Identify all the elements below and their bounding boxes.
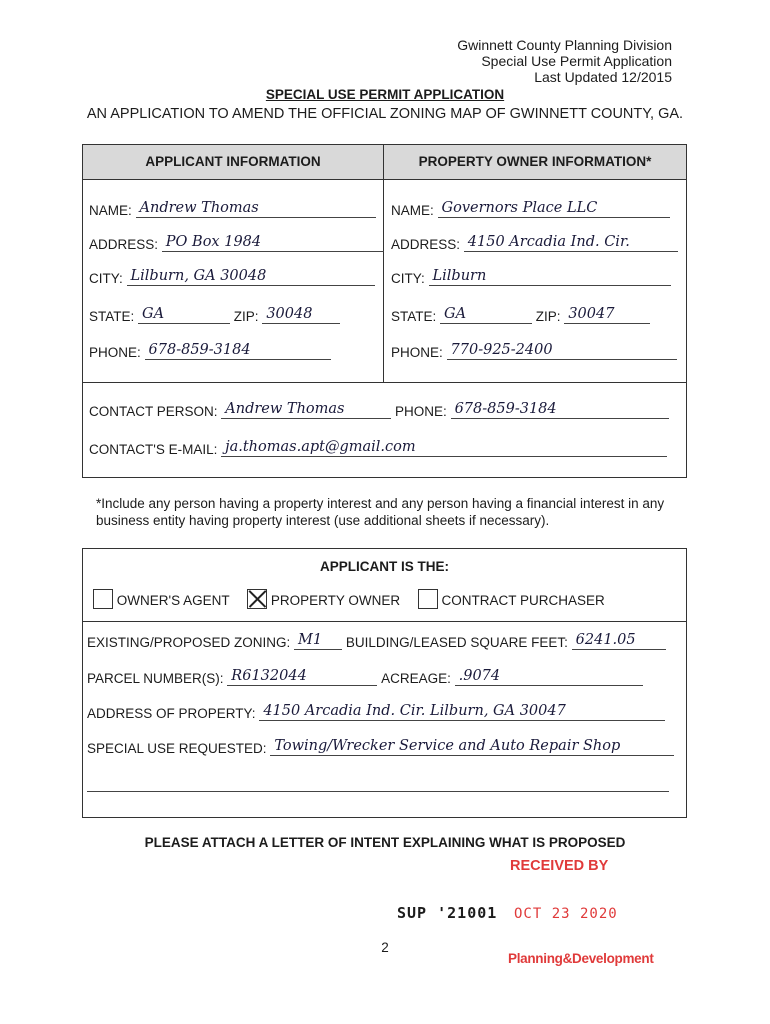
owner-heading-bar: [384, 145, 686, 180]
applicant-phone-row: PHONE: 678-859-3184: [89, 343, 331, 360]
contact-person-field[interactable]: Andrew Thomas: [221, 402, 391, 419]
page-subtitle: AN APPLICATION TO AMEND THE OFFICIAL ZONING MAP OF GWINNETT COUNTY, GA.: [86, 106, 684, 122]
applicant-phone-field[interactable]: 678-859-3184: [145, 343, 331, 360]
applicant-type-section: [82, 548, 687, 818]
property-address-field[interactable]: 4150 Arcadia Ind. Cir. Lilburn, GA 30047: [259, 704, 665, 721]
owner-name-field[interactable]: Governors Place LLC: [438, 201, 670, 218]
owner-state-field[interactable]: GA: [440, 307, 532, 324]
department-stamp: Planning&Development: [508, 951, 654, 966]
owners-agent-label: OWNER'S AGENT: [116, 593, 230, 608]
special-use-field[interactable]: Towing/Wrecker Service and Auto Repair Shop: [270, 739, 674, 756]
special-use-extra-line[interactable]: [87, 791, 669, 792]
parcel-number-field[interactable]: R6132044: [227, 669, 377, 686]
zoning-field[interactable]: M1: [294, 633, 342, 650]
owner-phone-row: PHONE: 770-925-2400: [391, 343, 677, 360]
applicant-zip-field[interactable]: 30048: [262, 307, 340, 324]
owner-name-row: NAME: Governors Place LLC: [391, 201, 670, 218]
document-header: [457, 37, 672, 85]
contract-purchaser-label: CONTRACT PURCHASER: [441, 593, 605, 608]
information-section: [82, 144, 687, 478]
applicant-address-row: ADDRESS: PO Box 1984: [89, 235, 384, 252]
owner-zip-field[interactable]: 30047: [564, 307, 650, 324]
acreage-field[interactable]: .9074: [455, 669, 643, 686]
contact-email-field[interactable]: ja.thomas.apt@gmail.com: [221, 440, 667, 457]
owners-agent-checkbox[interactable]: [93, 589, 113, 609]
applicant-type-divider: [83, 621, 686, 622]
applicant-city-row: CITY: Lilburn, GA 30048: [89, 269, 375, 286]
owner-address-field[interactable]: 4150 Arcadia Ind. Cir.: [464, 235, 678, 252]
applicant-city-field[interactable]: Lilburn, GA 30048: [127, 269, 375, 286]
special-use-row: SPECIAL USE REQUESTED: Towing/Wrecker Service and Auto Repair Shop: [87, 739, 674, 756]
contact-email-row: CONTACT'S E-MAIL: ja.thomas.apt@gmail.com: [89, 440, 667, 457]
applicant-name-field[interactable]: Andrew Thomas: [136, 201, 376, 218]
applicant-state-field[interactable]: GA: [138, 307, 230, 324]
letter-of-intent-note: PLEASE ATTACH A LETTER OF INTENT EXPLAINING WHAT IS PROPOSED: [144, 835, 626, 850]
property-interest-note: *Include any person having a property interest and any person having a financial interest in any business entity having property interest (use additional sheets if necessary).: [96, 496, 665, 528]
applicant-state-zip-row: STATE: GA ZIP: 30048: [89, 307, 340, 324]
zoning-row: EXISTING/PROPOSED ZONING: M1 BUILDING/LEASED SQUARE FEET: 6241.05: [87, 633, 666, 650]
applicant-address-field[interactable]: PO Box 1984: [162, 235, 384, 252]
applicant-type-options: [93, 589, 605, 609]
section-divider: [83, 382, 686, 383]
property-owner-label: PROPERTY OWNER: [270, 593, 401, 608]
contact-person-row: CONTACT PERSON: Andrew Thomas PHONE: 678-859-3184: [89, 402, 669, 419]
owner-city-row: CITY: Lilburn: [391, 269, 671, 286]
contract-purchaser-checkbox[interactable]: [418, 589, 438, 609]
applicant-heading-bar: [83, 145, 383, 180]
parcel-row: PARCEL NUMBER(S): R6132044 ACREAGE: .9074: [87, 669, 643, 686]
applicant-type-heading: APPLICANT IS THE:: [319, 559, 449, 574]
owner-heading: PROPERTY OWNER INFORMATION*: [418, 154, 652, 169]
owner-phone-field[interactable]: 770-925-2400: [447, 343, 677, 360]
page-number: 2: [381, 940, 389, 955]
property-address-row: ADDRESS OF PROPERTY: 4150 Arcadia Ind. Cir. Lilburn, GA 30047: [87, 704, 665, 721]
header-last-updated: Last Updated 12/2015: [534, 69, 672, 85]
header-form-name: Special Use Permit Application: [481, 53, 672, 69]
applicant-heading: APPLICANT INFORMATION: [145, 154, 321, 169]
received-by-stamp: RECEIVED BY: [510, 858, 609, 874]
owner-address-row: ADDRESS: 4150 Arcadia Ind. Cir.: [391, 235, 678, 252]
received-date-stamp: OCT 23 2020: [514, 906, 618, 922]
header-division: Gwinnett County Planning Division: [457, 37, 672, 53]
owner-city-field[interactable]: Lilburn: [429, 269, 671, 286]
page-title: SPECIAL USE PERMIT APPLICATION: [265, 87, 505, 102]
contact-phone-field[interactable]: 678-859-3184: [451, 402, 669, 419]
case-number-stamp: SUP '21001: [397, 904, 498, 922]
square-feet-field[interactable]: 6241.05: [572, 633, 666, 650]
property-owner-checkbox[interactable]: [247, 589, 267, 609]
column-divider: [383, 145, 384, 382]
applicant-name-row: NAME: Andrew Thomas: [89, 201, 376, 218]
owner-state-zip-row: STATE: GA ZIP: 30047: [391, 307, 650, 324]
